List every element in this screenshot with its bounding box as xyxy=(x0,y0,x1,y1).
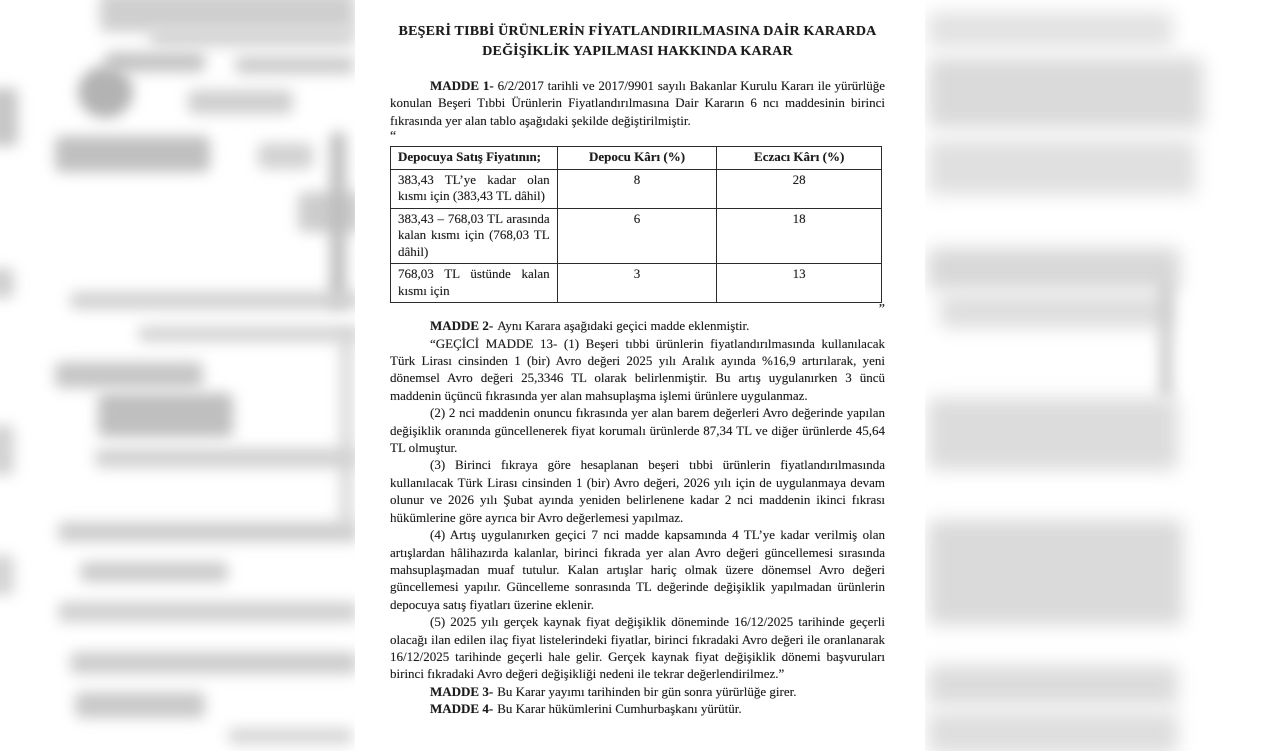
profit-margin-table xyxy=(390,146,882,303)
eczaci-value-cell: 18 xyxy=(717,208,882,264)
blur-artifact xyxy=(0,88,18,146)
blur-artifact xyxy=(70,292,360,309)
blur-artifact xyxy=(70,652,358,674)
depocu-value-cell: 6 xyxy=(557,208,717,264)
provisional-article-clause-4: (4) Artış uygulanırken geçici 7 nci madde kapsamında 4 TL’ye kadar verilmiş olan artışlardan hâlihazırda kalanlar, birinci fıkrada yer alan Avro değeri güncellemesi sırasında mahsuplaşmadan muaf tutulur. Kalan artışlar hariç olmak üzere dönemsel Avro değeri güncellemesi yapılır. Güncelleme sonrasında TL değerinde değişiklik yapılmadan ürünlerin depocuya satış fiyatları üzerine eklenir. xyxy=(390,527,885,612)
eczaci-value-cell: 28 xyxy=(717,169,882,208)
price-band-cell: 768,03 TL üstünde kalan kısmı için xyxy=(391,264,558,303)
article-2-text: Aynı Karara aşağıdaki geçici madde eklenmiştir. xyxy=(497,318,750,334)
article-1-paragraph xyxy=(390,77,885,129)
article-3-label: MADDE 3- xyxy=(430,683,494,699)
table-header-row xyxy=(391,147,882,170)
depocu-value-cell: 3 xyxy=(557,264,717,303)
blur-artifact xyxy=(0,268,14,298)
blur-artifact xyxy=(928,12,1173,47)
blur-artifact xyxy=(235,56,355,74)
blur-artifact xyxy=(95,448,357,468)
blur-artifact xyxy=(1160,280,1172,400)
blur-artifact xyxy=(298,192,360,232)
table-row xyxy=(391,208,882,264)
title-line-2: DEĞİŞİKLİK YAPILMASI HAKKINDA KARAR xyxy=(482,44,793,59)
table-header-depocu: Depocu Kârı (%) xyxy=(557,147,717,170)
blur-artifact xyxy=(258,143,313,169)
table-header-price-band: Depocuya Satış Fiyatının; xyxy=(391,147,558,170)
provisional-article-clause-2: (2) 2 nci maddenin onuncu fıkrasında yer alan barem değerleri Avro değerinde yapılan değişiklik oranında güncellenerek fiyat korumalı ürünlerde 87,34 TL ve diğer ürünlerde 45,64 TL olmuştur. xyxy=(390,405,885,456)
article-1-label: MADDE 1- xyxy=(430,78,494,93)
provisional-article-clause-1: “GEÇİCİ MADDE 13- (1) Beşeri tıbbi ürünlerin fiyatlandırılmasında kullanılacak Türk Lirası cinsinden 1 (bir) Avro değeri 2025 yılı Aralık ayında %16,9 artırılarak, yeni dönemsel Avro değeri 25,3346 TL olarak belirlenmiştir. Bu artış uygulanırken 3 üncü maddenin üçüncü fıkrasında yer alan mahsuplaşma işlemi ürünlere uygulanmaz. xyxy=(390,335,885,403)
blur-artifact xyxy=(55,136,210,172)
table-row xyxy=(391,169,882,208)
article-3-text: Bu Karar yayımı tarihinden bir gün sonra yürürlüğe girer. xyxy=(497,683,797,699)
blur-artifact xyxy=(940,294,1170,328)
depocu-value-cell: 8 xyxy=(557,169,717,208)
article-3-paragraph xyxy=(390,683,885,700)
price-band-cell: 383,43 TL’ye kadar olan kısmı için (383,43 TL dâhil) xyxy=(391,169,558,208)
blur-artifact xyxy=(58,522,358,542)
blur-artifact xyxy=(98,393,233,437)
table-closing-quote: ” xyxy=(878,302,885,318)
table-row xyxy=(391,264,882,303)
blur-artifact xyxy=(0,555,14,595)
blur-artifact xyxy=(75,692,205,718)
blur-artifact xyxy=(58,602,358,622)
blur-artifact xyxy=(928,665,1178,705)
blur-artifact xyxy=(340,330,353,530)
article-1-text: 6/2/2017 tarihli ve 2017/9901 sayılı Bakanlar Kurulu Kararı ile yürürlüğe konulan Beşeri Tıbbi Ürünlerin Fiyatlandırılmasına Dair Kararın 6 ncı maddesinin birinci fıkrasında yer alan tablo aşağıdaki şekilde değiştirilmiştir. xyxy=(390,78,885,128)
blur-artifact xyxy=(928,58,1203,128)
article-4-text: Bu Karar hükümlerini Cumhurbaşkanı yürütür. xyxy=(497,701,742,717)
blur-artifact xyxy=(188,90,293,114)
provisional-article-clause-5: (5) 2025 yılı gerçek kaynak fiyat değişiklik döneminde 16/12/2025 tarihinde geçerli olacağı ilan edilen ilaç fiyat listelerindeki fiyatlar, birinci fıkradaki Avro değeri ile oranlanarak 16/12/2025 tarihinde geçerli hale gelir. Gerçek kaynak fiyat değişiklik dönemi başvuruları birinci fıkradaki Avro değeri değişikliği nedeni ile tekrar değerlendirilmez.” xyxy=(390,614,885,682)
blur-artifact xyxy=(928,712,1178,751)
blur-artifact xyxy=(928,140,1196,195)
blur-artifact xyxy=(928,248,1180,290)
title-line-1: BEŞERİ TIBBİ ÜRÜNLERİN FİYATLANDIRILMASINA DAİR KARARDA xyxy=(398,24,877,39)
eczaci-value-cell: 13 xyxy=(717,264,882,303)
decree-document xyxy=(355,0,925,751)
blur-artifact xyxy=(928,520,1183,625)
table-opening-quote: “ xyxy=(390,129,397,145)
article-2-label: MADDE 2- xyxy=(430,318,494,334)
article-4-label: MADDE 4- xyxy=(430,701,494,717)
article-4-paragraph xyxy=(390,700,885,717)
price-band-cell: 383,43 – 768,03 TL arasında kalan kısmı için (768,03 TL dâhil) xyxy=(391,208,558,264)
blur-artifact xyxy=(330,132,346,307)
table-header-eczaci: Eczacı Kârı (%) xyxy=(717,147,882,170)
blur-artifact xyxy=(0,425,14,475)
blur-artifact xyxy=(228,728,353,744)
provisional-article-clause-3: (3) Birinci fıkraya göre hesaplanan beşeri tıbbi ürünlerin fiyatlandırılmasında kullanılacak Türk Lirası cinsinden 1 (bir) Avro değeri, 2026 yılı için de uygulanmaya devam olunur ve 2026 yılı Şubat ayında yeniden belirlenene kadar 2 nci maddenin ikinci fıkrası hükümlerine göre ayrıca bir Avro değerlemesi yapılmaz. xyxy=(390,457,885,525)
blur-artifact xyxy=(55,362,203,388)
blur-artifact xyxy=(150,25,355,47)
blur-artifact xyxy=(78,66,133,118)
blur-artifact xyxy=(138,326,360,342)
document-title xyxy=(390,22,885,62)
article-2-paragraph xyxy=(390,317,885,334)
blur-artifact xyxy=(928,398,1178,470)
blur-artifact xyxy=(80,562,228,582)
